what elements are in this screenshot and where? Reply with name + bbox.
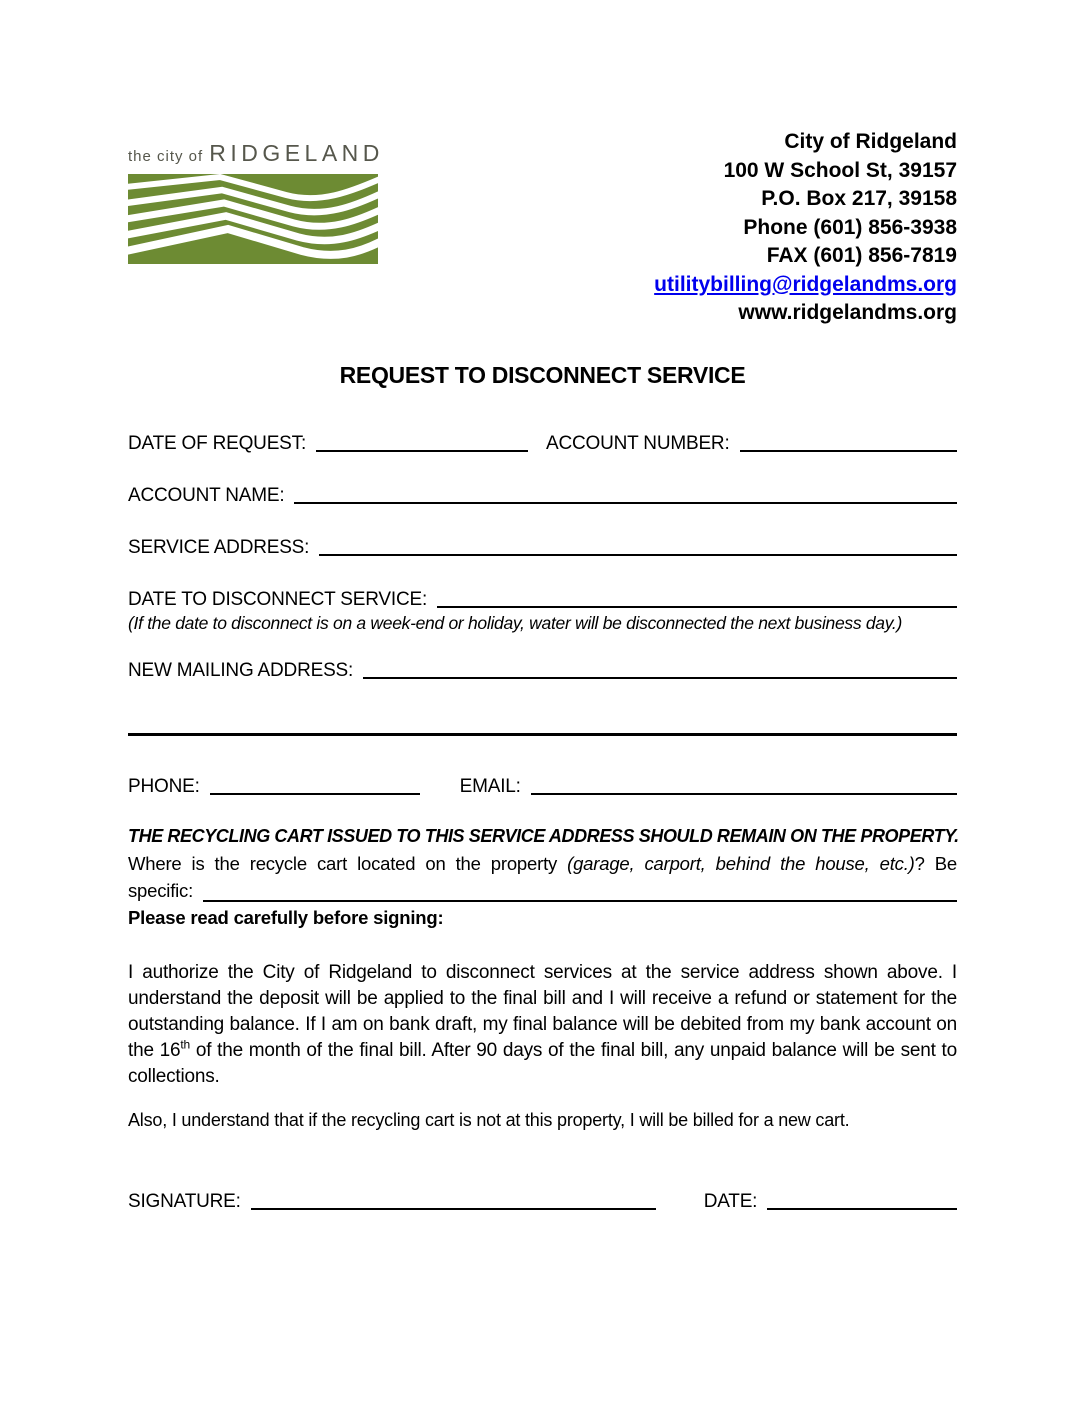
authorize-text-2: of the month of the final bill. After 90 days of the final bill, any unpaid balance will be sent to collections.: [128, 1039, 957, 1087]
read-before-signing-label: Please read carefully before signing:: [128, 906, 444, 928]
po-box: P.O. Box 217, 39158: [761, 187, 957, 210]
question-end-text: ? Be: [914, 852, 957, 874]
phone-blank: [210, 793, 420, 795]
new-mailing-address-label: NEW MAILING ADDRESS:: [128, 659, 354, 681]
service-address-row: [128, 537, 957, 558]
org-name: City of Ridgeland: [784, 130, 957, 153]
signature-label: SIGNATURE:: [128, 1190, 241, 1212]
logo-prefix-text: the city of: [128, 148, 204, 165]
date-of-request-label: DATE OF REQUEST:: [128, 432, 307, 454]
specific-label: specific:: [128, 879, 194, 901]
recycling-notice: THE RECYCLING CART ISSUED TO THIS SERVICE ADDRESS SHOULD REMAIN ON THE PROPERTY.: [128, 825, 959, 846]
specific-blank: [203, 900, 957, 902]
phone-email-row: [128, 776, 957, 797]
date-of-request-blank: [316, 450, 528, 452]
new-mailing-address-blank: [363, 677, 957, 679]
form-header: [128, 128, 957, 328]
service-address-label: SERVICE ADDRESS:: [128, 536, 310, 558]
service-address-blank: [319, 554, 957, 556]
phone-label: PHONE:: [128, 775, 200, 797]
question-start-text: Where is the recycle cart located on the property: [128, 852, 568, 874]
email-link[interactable]: utilitybilling@ridgelandms.org: [654, 272, 957, 296]
ordinal-superscript: th: [180, 1037, 190, 1052]
question-italic-text: (garage, carport, behind the house, etc.): [567, 852, 915, 874]
city-of-ridgeland-logo: [128, 128, 388, 264]
fax-number: FAX (601) 856-7819: [766, 244, 957, 267]
email-label: EMAIL:: [459, 775, 521, 797]
logo-city-text: RIDGELAND: [209, 140, 384, 166]
account-number-label: ACCOUNT NUMBER:: [546, 432, 730, 454]
recycle-cart-question: [128, 850, 957, 877]
account-number-blank: [740, 450, 957, 452]
logo-wordmark: [128, 140, 388, 167]
date-to-disconnect-label: DATE TO DISCONNECT SERVICE:: [128, 588, 428, 610]
page-title: REQUEST TO DISCONNECT SERVICE: [339, 361, 746, 388]
authorize-text-1: I authorize the City of Ridgeland to disconnect services at the service address shown above. I understand the deposit will be applied to the final bill and I will receive a refund or statement for the outstanding balance. If I am on bank draft, my final balance will be debited from my bank account on the 16: [128, 961, 957, 1061]
sign-date-label: DATE:: [703, 1190, 758, 1212]
phone-number: Phone (601) 856-3938: [743, 215, 957, 239]
sign-date-blank: [767, 1208, 957, 1210]
date-to-disconnect-blank: [437, 606, 957, 608]
signature-blank: [251, 1208, 656, 1210]
mailing-address-continuation-line: [128, 733, 957, 736]
new-cart-billing-note: Also, I understand that if the recycling cart is not at this property, I will be billed for a new cart.: [128, 1109, 850, 1130]
account-name-label: ACCOUNT NAME:: [128, 484, 285, 506]
date-request-account-number-row: [128, 433, 957, 454]
recycling-cart-section: [128, 823, 957, 931]
street-address: 100 W School St, 39157: [723, 158, 957, 182]
date-to-disconnect-row: [128, 589, 957, 610]
website-url: www.ridgelandms.org: [738, 301, 957, 324]
account-name-row: [128, 485, 957, 506]
email-blank: [531, 793, 957, 795]
signature-date-row: [128, 1191, 957, 1212]
be-specific-row: [128, 877, 957, 904]
new-mailing-address-row: [128, 660, 957, 681]
authorization-paragraph: [128, 960, 957, 1090]
account-name-blank: [294, 502, 957, 504]
disconnect-weekend-note: (If the date to disconnect is on a week-end or holiday, water will be disconnected the next business day.): [128, 612, 902, 633]
ridgeland-waves-icon: [128, 174, 378, 264]
contact-block: [654, 128, 957, 328]
